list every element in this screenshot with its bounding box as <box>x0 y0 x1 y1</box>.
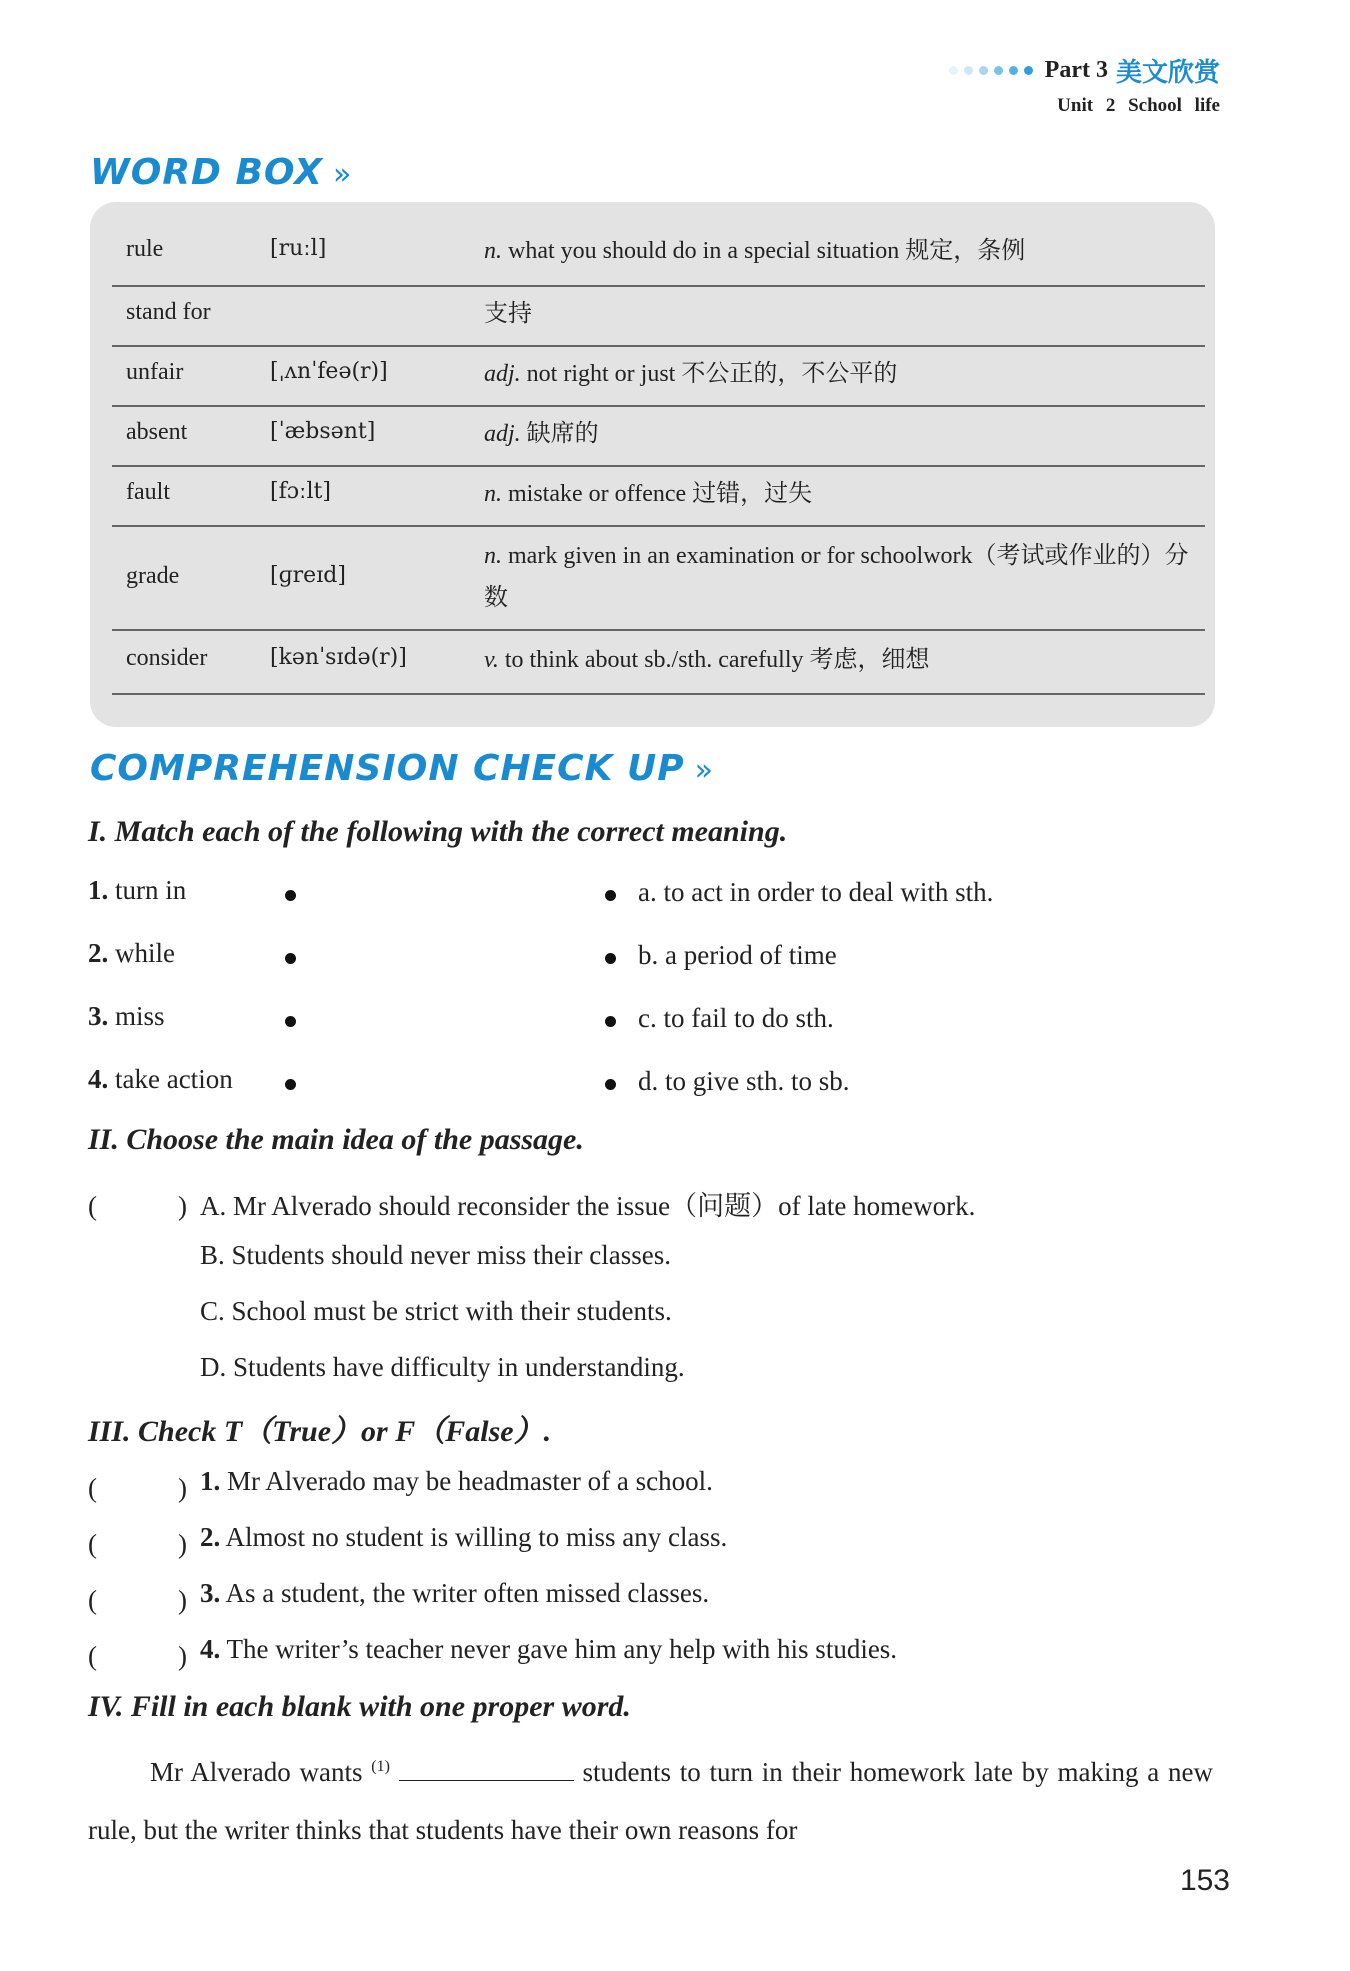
match-left-item <box>88 875 186 906</box>
part-label: Part 3 <box>1044 57 1108 83</box>
item-number: 4. <box>200 1634 221 1664</box>
word: stand for <box>126 299 211 325</box>
fill-in-paragraph <box>88 1738 1213 1859</box>
item-number: 3. <box>200 1578 221 1608</box>
word-row <box>112 467 1205 527</box>
word-row <box>112 230 1205 287</box>
option-d: D. Students have difficulty in understanding. <box>200 1352 685 1382</box>
tf-item <box>200 1522 727 1553</box>
section-title-cn: 美文欣赏 <box>1115 58 1220 88</box>
item-number: 3. <box>88 1001 109 1031</box>
match-left-item <box>88 938 175 969</box>
item-number: 1. <box>200 1466 221 1496</box>
chevron-icon: » <box>694 753 714 788</box>
wordbox-heading-text: WORD BOX <box>90 152 323 193</box>
part1-title: I. Match each of the following with the correct meaning. <box>88 815 788 848</box>
item-text: take action <box>115 1064 233 1094</box>
tf-item <box>200 1578 709 1609</box>
item-text: miss <box>115 1001 165 1031</box>
definition: mistake or offence 过错，过失 <box>508 481 813 507</box>
item-number: 2. <box>88 938 109 968</box>
unit-title: School life <box>1128 95 1220 116</box>
phonetic: [fɔːlt] <box>270 479 331 504</box>
match-right-item: a. to act in order to deal with sth. <box>638 877 994 907</box>
option-b: B. Students should never miss their classes. <box>200 1240 671 1270</box>
item-text: Almost no student is willing to miss any class. <box>225 1522 728 1552</box>
word-row <box>112 347 1205 407</box>
match-dot-right[interactable] <box>605 1016 616 1027</box>
match-dot-right[interactable] <box>605 890 616 901</box>
word-row <box>112 631 1205 695</box>
answer-bracket[interactable]: ( ) <box>88 1585 187 1615</box>
definition: mark given in an examination or for schoolwork（考试或作业的）分数 <box>484 543 1189 611</box>
item-text: As a student, the writer often missed classes. <box>225 1578 710 1608</box>
part-of-speech: v. <box>484 647 499 673</box>
part-of-speech: n. <box>484 238 502 264</box>
tf-item <box>200 1634 897 1665</box>
item-text: Mr Alverado may be headmaster of a school. <box>227 1466 713 1496</box>
paragraph-text: students to turn in their homework late by making a new rule, but the writer thinks that students have their own reasons for <box>88 1757 1214 1845</box>
word: consider <box>126 645 208 671</box>
page-header <box>949 52 1220 117</box>
item-number: 1. <box>88 875 109 905</box>
item-text: turn in <box>115 875 187 905</box>
word-row <box>112 287 1205 347</box>
definition: to think about sb./sth. carefully 考虑，细想 <box>504 647 930 673</box>
word-row <box>112 407 1205 467</box>
match-dot-right[interactable] <box>605 1079 616 1090</box>
answer-bracket[interactable]: ( ) <box>88 1529 187 1559</box>
match-right-item: b. a period of time <box>638 940 837 970</box>
option-a: A. Mr Alverado should reconsider the issue（问题）of late homework. <box>200 1191 976 1221</box>
part-of-speech: n. <box>484 543 502 569</box>
item-text: The writer’s teacher never gave him any help with his studies. <box>226 1634 898 1664</box>
paragraph-text: Mr Alverado wants <box>150 1757 363 1787</box>
wordbox-heading <box>90 152 352 193</box>
answer-bracket[interactable]: ( ) <box>88 1641 187 1671</box>
phonetic: [ɡreɪd] <box>270 563 346 588</box>
definition: what you should do in a special situation 规定，条例 <box>508 238 1026 264</box>
dot <box>1024 66 1033 75</box>
word-box <box>90 202 1215 727</box>
page-number: 153 <box>1179 1864 1230 1897</box>
answer-bracket[interactable]: ( ) <box>88 1191 187 1221</box>
definition: not right or just 不公正的，不公平的 <box>526 361 898 387</box>
chevron-icon: » <box>332 157 353 192</box>
match-left-item <box>88 1064 233 1095</box>
phonetic: [ˈæbsənt] <box>270 419 376 444</box>
part4-title: IV. Fill in each blank with one proper word. <box>88 1690 631 1723</box>
part-of-speech: n. <box>484 481 502 507</box>
dot <box>964 66 973 75</box>
match-dot-left[interactable] <box>285 953 296 964</box>
item-number: 2. <box>200 1522 221 1552</box>
part-of-speech: adj. <box>484 421 521 447</box>
match-dot-right[interactable] <box>605 953 616 964</box>
phonetic: [ruːl] <box>270 236 327 261</box>
word: grade <box>126 563 180 589</box>
word-row <box>112 527 1205 631</box>
word: unfair <box>126 359 184 385</box>
phonetic: [ˌʌnˈfeə(r)] <box>270 359 388 384</box>
match-right-item: d. to give sth. to sb. <box>638 1066 850 1096</box>
word: rule <box>126 236 164 262</box>
item-number: 4. <box>88 1064 109 1094</box>
part3-title: III. Check T（True）or F（False）. <box>88 1415 552 1448</box>
option-c: C. School must be strict with their students. <box>200 1296 672 1326</box>
item-text: while <box>115 938 175 968</box>
comprehension-heading <box>90 748 714 789</box>
word: fault <box>126 479 170 505</box>
dot <box>979 66 988 75</box>
match-right-item: c. to fail to do sth. <box>638 1003 834 1033</box>
part-of-speech: adj. <box>484 361 521 387</box>
phonetic: [kənˈsɪdə(r)] <box>270 645 407 670</box>
answer-bracket[interactable]: ( ) <box>88 1473 187 1503</box>
blank-number: (1) <box>371 1758 390 1775</box>
dot <box>949 66 958 75</box>
unit-label: Unit 2 <box>1057 95 1116 116</box>
definition: 缺席的 <box>526 421 599 447</box>
answer-blank[interactable] <box>399 1756 574 1781</box>
decorative-dots <box>949 66 1033 75</box>
word: absent <box>126 419 188 445</box>
definition: 支持 <box>484 301 532 327</box>
match-dot-left[interactable] <box>285 1079 296 1090</box>
dot <box>1009 66 1018 75</box>
comprehension-heading-text: COMPREHENSION CHECK UP <box>90 748 685 789</box>
dot <box>994 66 1003 75</box>
tf-item <box>200 1466 713 1497</box>
match-dot-left[interactable] <box>285 1016 296 1027</box>
match-left-item <box>88 1001 165 1032</box>
match-dot-left[interactable] <box>285 890 296 901</box>
part2-title: II. Choose the main idea of the passage. <box>88 1123 584 1156</box>
